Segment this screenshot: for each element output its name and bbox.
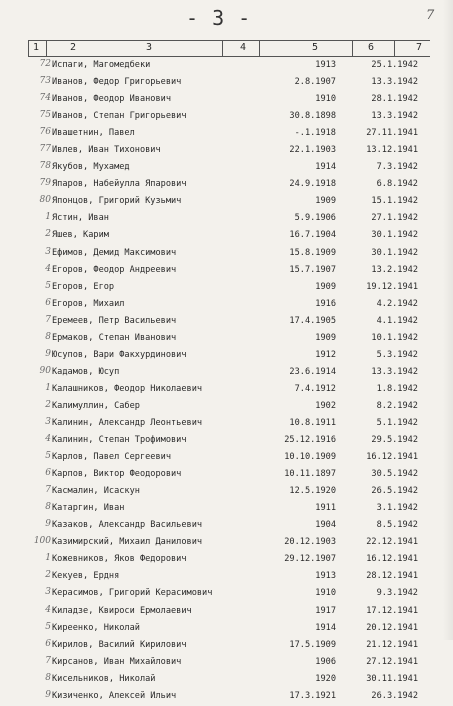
row-number: 9: [45, 689, 51, 700]
record-date: 21.12.1941: [366, 639, 418, 650]
record-date: 30.5.1942: [371, 469, 418, 480]
table-row: [0, 569, 453, 586]
row-number: 6: [45, 297, 51, 308]
person-name: Ермаков, Степан Иванович: [52, 332, 177, 343]
record-date: 22.12.1941: [366, 537, 418, 548]
row-number: 6: [45, 468, 51, 479]
record-date: 13.12.1941: [366, 145, 418, 156]
person-name: Иванов, Федор Григорьевич: [52, 77, 182, 88]
row-number: 90: [39, 365, 51, 376]
record-date: 17.12.1941: [366, 605, 418, 616]
person-name: Якубов, Мухамед: [52, 162, 130, 173]
birth-date: 1914: [315, 622, 336, 633]
person-name: Кекуев, Ердня: [52, 571, 120, 582]
table-row: [0, 689, 453, 706]
row-number: 3: [45, 246, 51, 257]
table-row: [0, 604, 453, 621]
table-row: [0, 177, 453, 194]
header-col-2: 2: [70, 42, 77, 53]
table-row: [0, 416, 453, 433]
person-name: Ивлев, Иван Тихонович: [52, 145, 161, 156]
birth-date: 1902: [315, 400, 336, 411]
row-number: 3: [45, 416, 51, 427]
person-name: Кадамов, Юсуп: [52, 366, 120, 377]
table-row: [0, 484, 453, 501]
page-edge: [443, 0, 453, 640]
birth-date: 1904: [315, 520, 336, 531]
birth-date: 5.9.1906: [294, 213, 336, 224]
record-date: 4.2.1942: [376, 298, 418, 309]
row-number: 73: [39, 76, 51, 87]
header-divider: [46, 41, 47, 56]
header-col-5: 5: [312, 42, 319, 53]
record-date: 13.3.1942: [371, 111, 418, 122]
row-number: 80: [39, 195, 51, 206]
person-name: Япаров, Набейулла Япарович: [52, 179, 187, 190]
person-name: Кожевников, Яков Федорович: [52, 554, 187, 565]
record-date: 29.5.1942: [371, 435, 418, 446]
row-number: 4: [45, 263, 51, 274]
row-number: 2: [45, 399, 51, 410]
header-divider: [352, 41, 353, 56]
record-date: 5.3.1942: [376, 349, 418, 360]
record-date: 10.1.1942: [371, 332, 418, 343]
person-name: Киладзе, Квироси Ермолаевич: [52, 605, 192, 616]
record-date: 16.12.1941: [366, 452, 418, 463]
record-date: 25.1.1942: [371, 60, 418, 70]
birth-date: 17.3.1921: [289, 690, 336, 701]
birth-date: 7.4.1912: [294, 383, 336, 394]
record-date: 28.12.1941: [366, 571, 418, 582]
table-row: [0, 348, 453, 365]
row-number: 7: [45, 655, 51, 666]
table-row: [0, 109, 453, 126]
birth-date: 25.12.1916: [284, 435, 336, 446]
table-row: [0, 246, 453, 263]
row-number: 2: [45, 570, 51, 581]
header-divider: [394, 41, 395, 56]
table-row: [0, 655, 453, 672]
person-name: Иванов, Степан Григорьевич: [52, 111, 187, 122]
row-number: 1: [45, 382, 51, 393]
record-date: 27.11.1941: [366, 128, 418, 139]
table-row: [0, 621, 453, 638]
table-row: [0, 314, 453, 331]
person-name: Казаков, Александр Васильевич: [52, 520, 203, 531]
birth-date: 1906: [315, 656, 336, 667]
birth-date: 15.8.1909: [289, 247, 336, 258]
birth-date: 1914: [315, 162, 336, 173]
record-date: 3.1.1942: [376, 503, 418, 514]
header-col-6: 6: [368, 42, 375, 53]
person-name: Испаги, Магомедбеки: [52, 60, 151, 70]
person-name: Ивашетнин, Павел: [52, 128, 135, 139]
birth-date: 1910: [315, 94, 336, 105]
record-date: 20.12.1941: [366, 622, 418, 633]
row-number: 78: [39, 161, 51, 172]
birth-date: 30.8.1898: [289, 111, 336, 122]
row-number: 1: [45, 553, 51, 564]
header-col-7: 7: [416, 42, 423, 53]
person-name: Ефимов, Демид Максимович: [52, 247, 177, 258]
row-number: 100: [33, 536, 51, 547]
header-divider: [222, 41, 223, 56]
person-name: Касмалин, Исаскун: [52, 486, 140, 497]
table-row: [0, 399, 453, 416]
table-row: [0, 160, 453, 177]
row-number: 9: [45, 519, 51, 530]
person-name: Егоров, Егор: [52, 281, 115, 292]
row-number: 9: [45, 348, 51, 359]
birth-date: -.1.1918: [294, 128, 336, 139]
record-date: 13.3.1942: [371, 77, 418, 88]
row-number: 8: [45, 502, 51, 513]
table-row: [0, 280, 453, 297]
header-col-1: 1: [33, 42, 40, 53]
birth-date: 1920: [315, 673, 336, 684]
table-row: [0, 450, 453, 467]
table-row: [0, 552, 453, 569]
page-number: - 3 -: [186, 6, 252, 30]
record-date: 27.1.1942: [371, 213, 418, 224]
table-row: [0, 75, 453, 92]
row-number: 4: [45, 434, 51, 445]
person-name: Еремеев, Петр Васильевич: [52, 315, 177, 326]
record-date: 1.8.1942: [376, 383, 418, 394]
table-row: [0, 331, 453, 348]
header-col-4: 4: [240, 42, 247, 53]
table-row: [0, 433, 453, 450]
table-row: [0, 263, 453, 280]
person-name: Калимуллин, Сабер: [52, 400, 140, 411]
birth-date: 22.1.1903: [289, 145, 336, 156]
person-name: Егоров, Михаил: [52, 298, 125, 309]
record-date: 16.12.1941: [366, 554, 418, 565]
person-name: Киреенко, Николай: [52, 622, 140, 633]
table-row: [0, 672, 453, 689]
record-date: 30.1.1942: [371, 247, 418, 258]
birth-date: 16.7.1904: [289, 230, 336, 241]
person-name: Катаргин, Иван: [52, 503, 125, 514]
person-name: Калашников, Феодор Николаевич: [52, 383, 203, 394]
record-list: [0, 58, 453, 706]
person-name: Калинин, Александр Леонтьевич: [52, 417, 203, 428]
record-date: 28.1.1942: [371, 94, 418, 105]
birth-date: 1911: [315, 503, 336, 514]
birth-date: 1909: [315, 332, 336, 343]
person-name: Карлов, Павел Сергеевич: [52, 452, 171, 463]
record-date: 13.3.1942: [371, 366, 418, 377]
birth-date: 2.8.1907: [294, 77, 336, 88]
record-date: 8.5.1942: [376, 520, 418, 531]
record-date: 26.3.1942: [371, 690, 418, 701]
row-number: 6: [45, 638, 51, 649]
table-row: [0, 92, 453, 109]
record-date: 8.2.1942: [376, 400, 418, 411]
table-row: [0, 143, 453, 160]
person-name: Карпов, Виктор Феодорович: [52, 469, 182, 480]
birth-date: 1909: [315, 196, 336, 207]
header-col-3: 3: [146, 42, 153, 53]
row-number: 7: [45, 314, 51, 325]
birth-date: 1913: [315, 60, 336, 70]
record-date: 6.8.1942: [376, 179, 418, 190]
table-row: [0, 211, 453, 228]
person-name: Казимирский, Михаил Данилович: [52, 537, 203, 548]
table-row: [0, 382, 453, 399]
row-number: 7: [45, 485, 51, 496]
record-date: 4.1.1942: [376, 315, 418, 326]
table-row: [0, 297, 453, 314]
corner-mark: 7: [426, 8, 435, 23]
table-row: [0, 467, 453, 484]
birth-date: 1912: [315, 349, 336, 360]
table-row: [0, 535, 453, 552]
header-divider: [28, 41, 29, 56]
person-name: Кирилов, Василий Кирилович: [52, 639, 187, 650]
record-date: 5.1.1942: [376, 417, 418, 428]
row-number: 5: [45, 280, 51, 291]
birth-date: 20.12.1903: [284, 537, 336, 548]
record-date: 30.1.1942: [371, 230, 418, 241]
table-row: [0, 194, 453, 211]
birth-date: 23.6.1914: [289, 366, 336, 377]
record-date: 9.3.1942: [376, 588, 418, 599]
birth-date: 10.11.1897: [284, 469, 336, 480]
table-header: [28, 40, 430, 57]
birth-date: 24.9.1918: [289, 179, 336, 190]
record-date: 26.5.1942: [371, 486, 418, 497]
table-row: [0, 501, 453, 518]
table-row: [0, 586, 453, 603]
birth-date: 1910: [315, 588, 336, 599]
row-number: 77: [39, 144, 51, 155]
table-row: [0, 365, 453, 382]
birth-date: 29.12.1907: [284, 554, 336, 565]
birth-date: 1917: [315, 605, 336, 616]
person-name: Калинин, Степан Трофимович: [52, 435, 187, 446]
person-name: Керасимов, Григорий Керасимович: [52, 588, 213, 599]
row-number: 3: [45, 587, 51, 598]
birth-date: 1916: [315, 298, 336, 309]
birth-date: 1909: [315, 281, 336, 292]
table-row: [0, 518, 453, 535]
person-name: Кирсанов, Иван Михайлович: [52, 656, 182, 667]
row-number: 1: [45, 212, 51, 223]
row-number: 2: [45, 229, 51, 240]
birth-date: 10.8.1911: [289, 417, 336, 428]
row-number: 5: [45, 621, 51, 632]
person-name: Ястин, Иван: [52, 213, 109, 224]
row-number: 79: [39, 178, 51, 189]
person-name: Юсупов, Вари Факхурдинович: [52, 349, 187, 360]
row-number: 5: [45, 451, 51, 462]
record-date: 7.3.1942: [376, 162, 418, 173]
person-name: Кизиченко, Алексей Ильич: [52, 690, 177, 701]
person-name: Японцов, Григорий Кузьмич: [52, 196, 182, 207]
row-number: 72: [39, 59, 51, 69]
record-date: 15.1.1942: [371, 196, 418, 207]
birth-date: 15.7.1907: [289, 264, 336, 275]
birth-date: 17.4.1905: [289, 315, 336, 326]
birth-date: 1913: [315, 571, 336, 582]
record-date: 27.12.1941: [366, 656, 418, 667]
row-number: 8: [45, 672, 51, 683]
person-name: Егоров, Феодор Андреевич: [52, 264, 177, 275]
row-number: 74: [39, 93, 51, 104]
birth-date: 17.5.1909: [289, 639, 336, 650]
person-name: Кисельников, Николай: [52, 673, 156, 684]
person-name: Иванов, Феодор Иванович: [52, 94, 171, 105]
table-row: [0, 228, 453, 245]
person-name: Яшев, Карим: [52, 230, 109, 241]
header-divider: [259, 41, 260, 56]
row-number: 76: [39, 127, 51, 138]
row-number: 4: [45, 604, 51, 615]
record-date: 13.2.1942: [371, 264, 418, 275]
table-row: [0, 126, 453, 143]
table-row: [0, 638, 453, 655]
record-date: 19.12.1941: [366, 281, 418, 292]
table-row: [0, 58, 453, 75]
birth-date: 10.10.1909: [284, 452, 336, 463]
row-number: 8: [45, 331, 51, 342]
row-number: 75: [39, 110, 51, 121]
record-date: 30.11.1941: [366, 673, 418, 684]
birth-date: 12.5.1920: [289, 486, 336, 497]
